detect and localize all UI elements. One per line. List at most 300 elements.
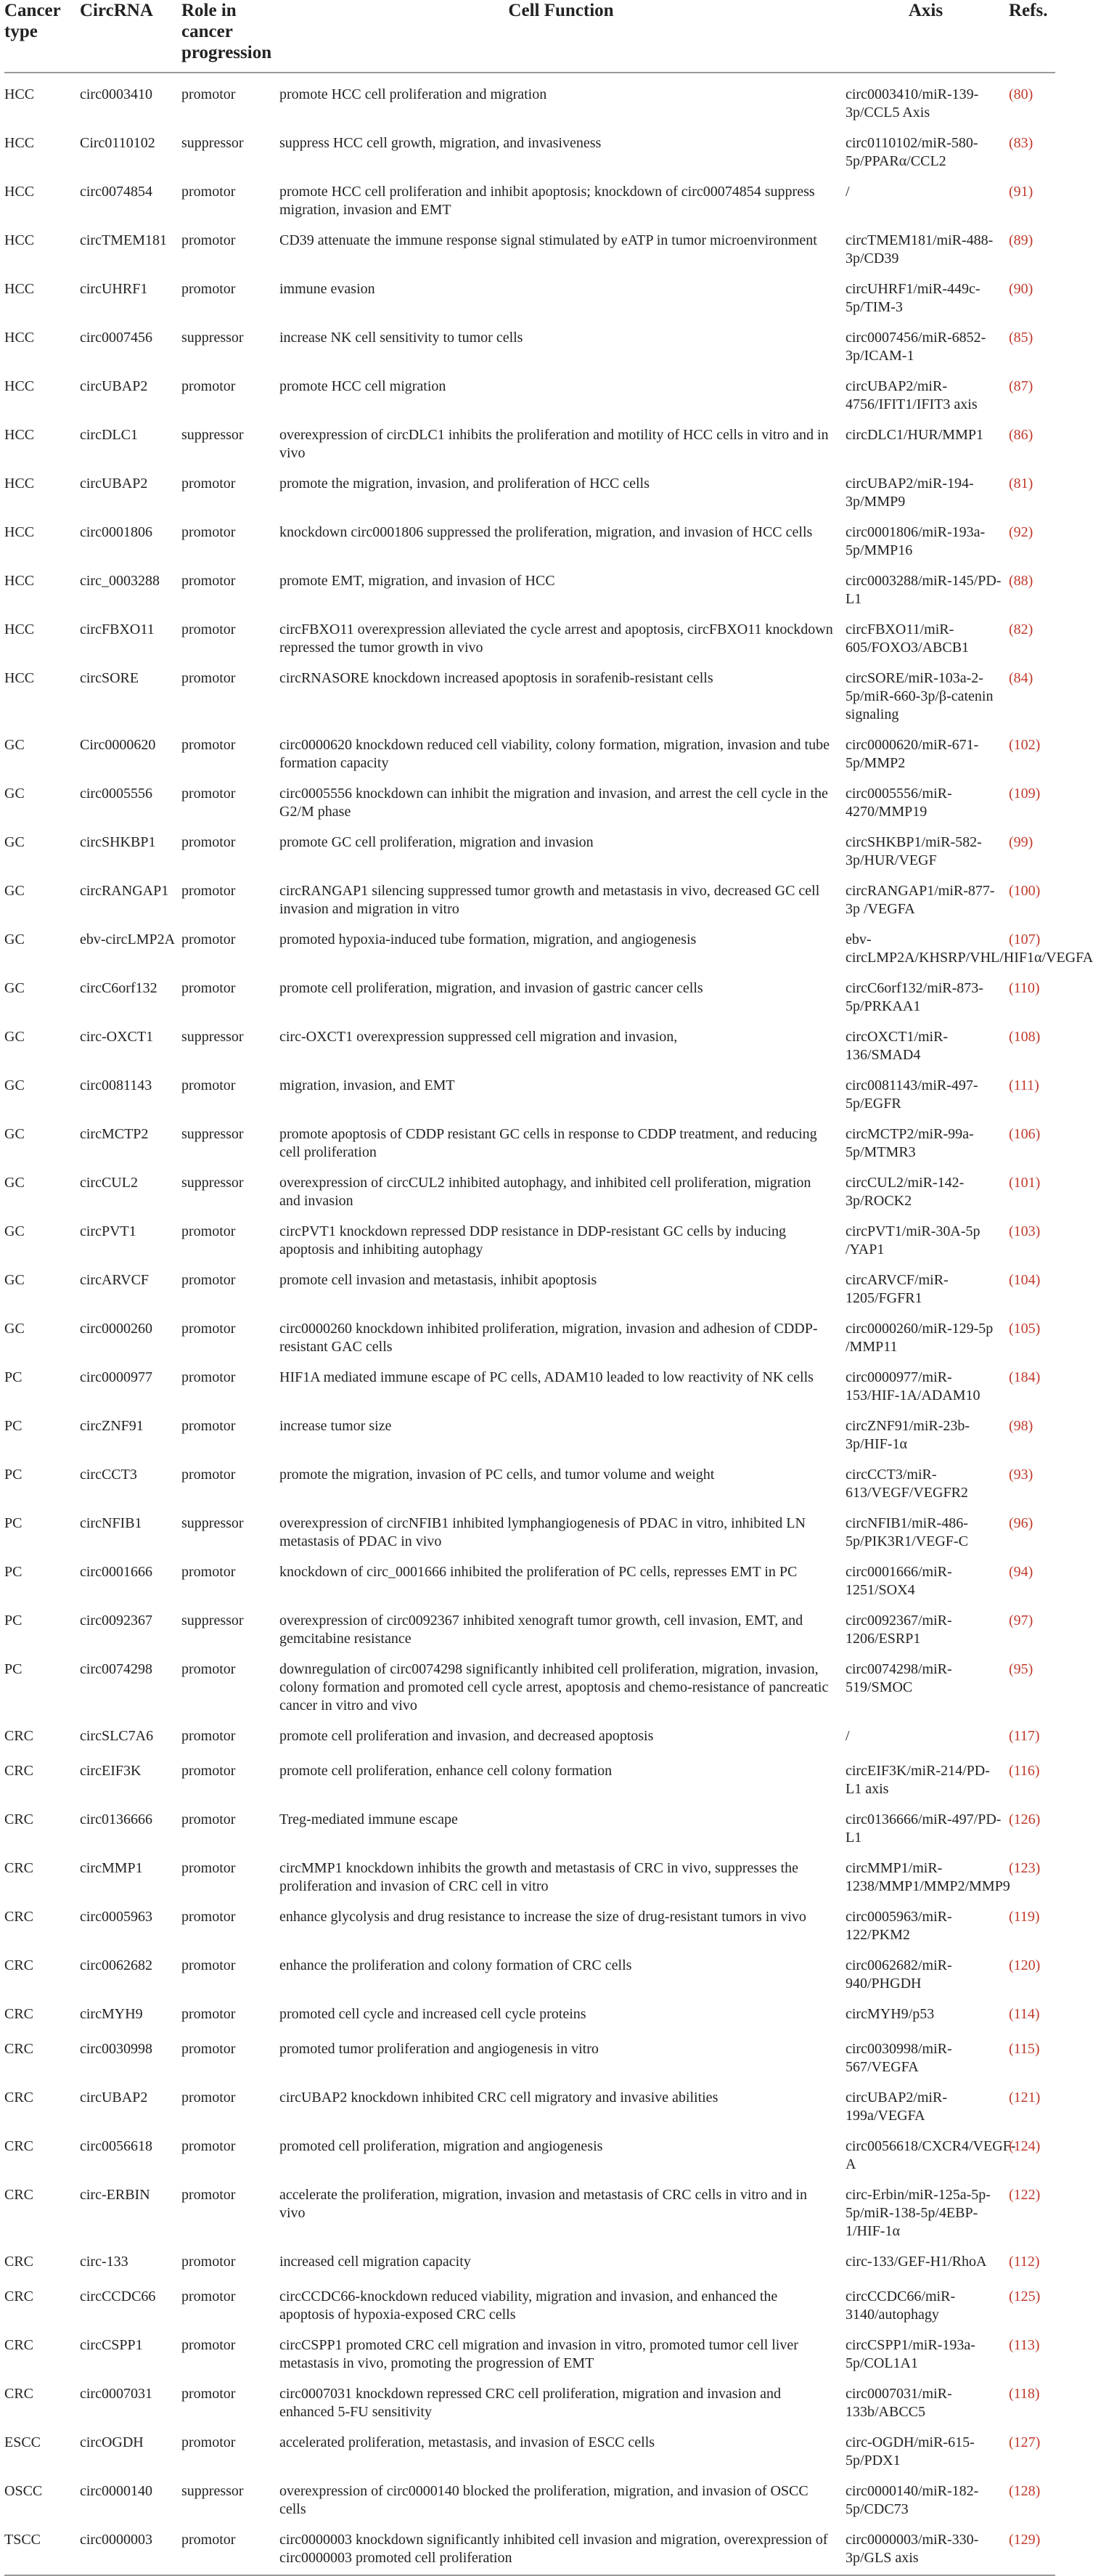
axis-cell: circ0007031/miR-133b/ABCC5 [846,2386,952,2420]
role-cell: promotor [181,1321,236,1337]
reference-link[interactable]: (85) [1009,330,1033,346]
cell-function-cell: immune evasion [279,281,375,297]
table-row [4,1648,1055,1715]
role-cell: suppressor [181,1175,244,1191]
circrna-cell: circRANGAP1 [80,883,169,899]
reference-link[interactable]: (114) [1009,2006,1040,2022]
axis-cell: circZNF91/miR-23b-3p/HIF-1α [846,1418,970,1452]
role-cell: promotor [181,1909,236,1925]
circrna-cell: circMCTP2 [80,1126,149,1142]
cancer-type-cell: CRC [4,2386,34,2402]
axis-cell: circNFIB1/miR-486-5p/PIK3R1/VEGF-C [846,1515,968,1549]
cancer-type-cell: CRC [4,1860,34,1876]
circrna-cell: circSLC7A6 [80,1728,154,1744]
cancer-type-cell: HCC [4,232,35,248]
table-row [4,1599,1055,1648]
reference-link[interactable]: (94) [1009,1564,1033,1580]
circrna-cell: circ0000977 [80,1369,152,1385]
role-cell: suppressor [181,2483,244,2499]
role-cell: promotor [181,621,236,637]
role-cell: suppressor [181,1515,244,1531]
role-cell: suppressor [181,1126,244,1142]
reference-link[interactable]: (120) [1009,1957,1041,1973]
cancer-type-cell: GC [4,1272,25,1288]
cancer-type-cell: PC [4,1369,22,1385]
axis-cell: circOXCT1/miR-136/SMAD4 [846,1029,949,1063]
axis-cell: circ-133/GEF-H1/RhoA [846,2254,987,2270]
circrna-cell: circUHRF1 [80,281,148,297]
cell-function-cell: increased cell migration capacity [279,2254,471,2270]
reference-link[interactable]: (101) [1009,1175,1041,1191]
role-cell: promotor [181,1564,236,1580]
table-row [4,2174,1055,2241]
cell-function-cell: circFBXO11 overexpression alleviated the cycle arrest and apoptosis, circFBXO11 knockdown repressed the tumor growth in vivo [279,621,833,656]
cell-function-cell: promoted tumor proliferation and angiogenesis in vitro [279,2041,599,2057]
reference-link[interactable]: (97) [1009,1613,1033,1629]
cancer-type-cell: HCC [4,427,35,443]
reference-link[interactable]: (115) [1009,2041,1040,2057]
axis-cell: circCUL2/miR-142-3p/ROCK2 [846,1175,965,1209]
axis-cell: circTMEM181/miR-488-3p/CD39 [846,232,994,266]
cell-function-cell: circ0005556 knockdown can inhibit the migration and invasion, and arrest the cell cycle in the G2/M phase [279,786,828,820]
cell-function-cell: accelerated proliferation, metastasis, and invasion of ESCC cells [279,2434,655,2450]
circrna-cell: circ0000003 [80,2532,152,2548]
circrna-cell: circDLC1 [80,427,138,443]
role-cell: promotor [181,2337,236,2353]
axis-cell: circ0062682/miR-940/PHGDH [846,1957,952,1992]
cancer-type-cell: CRC [4,2041,34,2057]
cell-function-cell: overexpression of circNFIB1 inhibited lymphangiogenesis of PDAC in vitro, inhibited LN metastasis of PDAC in vivo [279,1515,806,1549]
role-cell: suppressor [181,330,244,346]
reference-link[interactable]: (95) [1009,1661,1033,1677]
table-header [4,0,1055,73]
cancer-type-cell: GC [4,1077,25,1093]
table-row [4,918,1055,967]
cancer-type-cell: PC [4,1661,22,1677]
table-body [4,73,1093,2575]
reference-link[interactable]: (90) [1009,281,1033,297]
table-row [4,2241,1055,2275]
cancer-type-cell: CRC [4,1728,34,1744]
cancer-type-cell: CRC [4,2187,34,2203]
reference-link[interactable]: (104) [1009,1272,1041,1288]
role-cell: promotor [181,86,236,102]
table-row [4,414,1055,462]
header-axis: Axis [846,0,1009,73]
table-row [4,2373,1055,2421]
axis-cell: circUBAP2/miR-194-3p/MMP9 [846,476,974,510]
circrna-cell: circCUL2 [80,1175,138,1191]
table-row [4,1162,1055,1210]
axis-cell: circ-Erbin/miR-125a-5p-5p/miR-138-5p/4EBP-1/HIF-1α [846,2187,991,2239]
header-row [4,0,1055,73]
circrna-cell: circ0007031 [80,2386,152,2402]
role-cell: promotor [181,2041,236,2057]
header-cell-function: Cell Function [279,0,846,73]
role-cell: promotor [181,1728,236,1744]
role-cell: promotor [181,1077,236,1093]
cell-function-cell: circ0007031 knockdown repressed CRC cell proliferation, migration and invasion and enhanced 5-FU sensitivity [279,2386,781,2420]
circrna-cell: circ0000260 [80,1321,152,1337]
table-row [4,967,1055,1016]
circrna-cell: circOGDH [80,2434,144,2450]
cancer-type-cell: HCC [4,524,35,540]
reference-link[interactable]: (105) [1009,1321,1041,1337]
circrna-cell: circ-ERBIN [80,2187,150,2203]
circrna-cell: circCCT3 [80,1467,137,1483]
axis-cell: circ0000140/miR-182-5p/CDC73 [846,2483,979,2517]
axis-cell: circMMP1/miR-1238/MMP1/MMP2/MMP9 [846,1860,1010,1894]
cell-function-cell: enhance the proliferation and colony formation of CRC cells [279,1957,632,1973]
circrna-cell: circ0001666 [80,1564,152,1580]
cell-function-cell: promote HCC cell proliferation and migration [279,86,547,102]
table-row [4,657,1055,724]
role-cell: promotor [181,573,236,589]
role-cell: promotor [181,737,236,753]
reference-link[interactable]: (116) [1009,1763,1040,1779]
role-cell: promotor [181,2254,236,2270]
axis-cell: circUBAP2/miR-4756/IFIT1/IFIT3 axis [846,378,978,412]
reference-link[interactable]: (99) [1009,834,1033,850]
role-cell: promotor [181,1957,236,1973]
table-row [4,1896,1055,1944]
reference-link[interactable]: (87) [1009,378,1033,394]
reference-link[interactable]: (84) [1009,670,1033,686]
cell-function-cell: circRNASORE knockdown increased apoptosis in sorafenib-resistant cells [279,670,713,686]
table-row [4,2125,1055,2174]
axis-cell: circ0001806/miR-193a-5p/MMP16 [846,524,986,558]
cell-function-cell: promote cell proliferation, enhance cell colony formation [279,1763,613,1779]
role-cell: promotor [181,1661,236,1677]
cancer-type-cell: HCC [4,476,35,492]
table-row [4,365,1055,414]
cancer-type-cell: HCC [4,378,35,394]
axis-cell: circ0000977/miR-153/HIF-1A/ADAM10 [846,1369,981,1403]
cancer-type-cell: HCC [4,330,35,346]
table-row [4,2275,1055,2324]
reference-link[interactable]: (103) [1009,1223,1041,1239]
cell-function-cell: promote apoptosis of CDDP resistant GC cells in response to CDDP treatment, and reducing cell proliferation [279,1126,817,1160]
cancer-type-cell: GC [4,932,25,947]
reference-link[interactable]: (118) [1009,2386,1040,2402]
reference-link[interactable]: (109) [1009,786,1041,802]
axis-cell: circ0000620/miR-671-5p/MMP2 [846,737,979,771]
table-row [4,1715,1055,1750]
axis-cell: circ0005963/miR-122/PKM2 [846,1909,952,1943]
table-row [4,73,1055,122]
role-cell: promotor [181,1369,236,1385]
axis-cell: / [846,1728,850,1744]
cell-function-cell: circ-OXCT1 overexpression suppressed cell migration and invasion, [279,1029,678,1045]
table-row [4,1308,1055,1356]
table-row [4,821,1055,870]
axis-cell: circSORE/miR-103a-2-5p/miR-660-3p/β-catenin signaling [846,670,994,722]
circrna-cell: circUBAP2 [80,2090,148,2106]
circrna-cell: circUBAP2 [80,476,148,492]
axis-cell: circ0003410/miR-139-3p/CCL5 Axis [846,86,979,121]
axis-cell: circCCDC66/miR-3140/autophagy [846,2288,956,2323]
table-row [4,608,1055,657]
axis-cell: circ0110102/miR-580-5p/PPARα/CCL2 [846,135,978,169]
table-row [4,1944,1055,1993]
axis-cell: circ0003288/miR-145/PD-L1 [846,573,1002,607]
reference-link[interactable]: (92) [1009,524,1033,540]
cell-function-cell: promote cell invasion and metastasis, inhibit apoptosis [279,1272,597,1288]
role-cell: promotor [181,2006,236,2022]
cell-function-cell: circUBAP2 knockdown inhibited CRC cell migratory and invasive abilities [279,2090,719,2106]
axis-cell: / [846,184,850,200]
axis-cell: circMCTP2/miR-99a-5p/MTMR3 [846,1126,974,1160]
table-row [4,1750,1055,1798]
circrna-cell: circARVCF [80,1272,150,1288]
reference-link[interactable]: (81) [1009,476,1033,492]
cancer-type-cell: CRC [4,2288,34,2304]
cell-function-cell: promote cell proliferation and invasion, and decreased apoptosis [279,1728,654,1744]
reference-link[interactable]: (129) [1009,2532,1041,2548]
axis-cell: circ0030998/miR-567/VEGFA [846,2041,952,2075]
table-row [4,511,1055,560]
cancer-type-cell: CRC [4,2090,34,2106]
circrna-cell: ebv-circLMP2A [80,932,176,947]
cancer-type-cell: GC [4,786,25,802]
role-cell: promotor [181,2288,236,2304]
axis-cell: circ0000260/miR-129-5p /MMP11 [846,1321,994,1355]
table-row [4,268,1055,317]
circrna-cell: circ0001806 [80,524,152,540]
cell-function-cell: enhance glycolysis and drug resistance to increase the size of drug-resistant tumors in vivo [279,1909,806,1925]
reference-link[interactable]: (123) [1009,1860,1041,1876]
cancer-type-cell: GC [4,980,25,996]
table-row [4,219,1055,268]
reference-link[interactable]: (113) [1009,2337,1040,2353]
axis-cell: circ0007456/miR-6852-3p/ICAM-1 [846,330,986,364]
table-row [4,1454,1055,1502]
circrna-cell: circ0005556 [80,786,152,802]
table-row [4,317,1055,365]
reference-link[interactable]: (102) [1009,737,1041,753]
cancer-type-cell: GC [4,834,25,850]
reference-link[interactable]: (86) [1009,427,1033,443]
reference-link[interactable]: (107) [1009,932,1041,947]
role-cell: promotor [181,2090,236,2106]
circrna-cell: Circ0110102 [80,135,155,151]
cell-function-cell: downregulation of circ0074298 significantly inhibited cell proliferation, migration, invasion, colony formation and promoted cell cycle arrest, apoptosis and chemo-resistance of pancreatic cancer in vitro and vivo [279,1661,829,1713]
cell-function-cell: promoted hypoxia-induced tube formation, migration, and angiogenesis [279,932,697,947]
role-cell: promotor [181,834,236,850]
axis-cell: circSHKBP1/miR-582-3p/HUR/VEGF [846,834,982,868]
reference-link[interactable]: (110) [1009,980,1040,996]
table-row [4,1502,1055,1551]
axis-cell: circFBXO11/miR-605/FOXO3/ABCB1 [846,621,970,656]
role-cell: promotor [181,1223,236,1239]
cancer-type-cell: CRC [4,2254,34,2270]
reference-link[interactable]: (121) [1009,2090,1041,2106]
reference-link[interactable]: (119) [1009,1909,1040,1925]
reference-link[interactable]: (128) [1009,2483,1041,2499]
reference-link[interactable]: (184) [1009,1369,1041,1385]
cancer-type-cell: HCC [4,621,35,637]
table-row [4,1847,1055,1896]
reference-link[interactable]: (127) [1009,2434,1041,2450]
role-cell: promotor [181,980,236,996]
table-row [4,1016,1055,1064]
reference-link[interactable]: (82) [1009,621,1033,637]
header-role: Role in cancer progression [181,0,279,73]
cell-function-cell: overexpression of circ0000140 blocked the proliferation, migration, and invasion of OSCC cells [279,2483,809,2517]
cancer-type-cell: PC [4,1613,22,1629]
axis-cell: circ0092367/miR-1206/ESRP1 [846,1613,952,1647]
circrna-cell: circFBXO11 [80,621,155,637]
cell-function-cell: suppress HCC cell growth, migration, and invasiveness [279,135,602,151]
role-cell: suppressor [181,427,244,443]
circrna-cell: circMYH9 [80,2006,143,2022]
cancer-type-cell: GC [4,883,25,899]
axis-cell: circCSPP1/miR-193a-5p/COL1A1 [846,2337,975,2371]
cancer-type-cell: HCC [4,184,35,200]
axis-cell: circ0001666/miR-1251/SOX4 [846,1564,952,1598]
axis-cell: circ0056618/CXCR4/VEGF-A [846,2138,1016,2172]
role-cell: promotor [181,378,236,394]
role-cell: promotor [181,476,236,492]
cell-function-cell: promoted cell proliferation, migration and angiogenesis [279,2138,603,2154]
reference-link[interactable]: (126) [1009,1811,1041,1827]
cancer-type-cell: CRC [4,2337,34,2353]
role-cell: promotor [181,1860,236,1876]
role-cell: promotor [181,2138,236,2154]
cancer-type-cell: GC [4,737,25,753]
axis-cell: circUHRF1/miR-449c-5p/TIM-3 [846,281,981,315]
circrna-cell: circ0074854 [80,184,152,200]
cell-function-cell: promote the migration, invasion, and proliferation of HCC cells [279,476,650,492]
cancer-type-cell: HCC [4,281,35,297]
circrna-cell: circC6orf132 [80,980,157,996]
reference-link[interactable]: (117) [1009,1728,1040,1744]
role-cell: promotor [181,1763,236,1779]
cancer-type-cell: PC [4,1418,22,1434]
role-cell: promotor [181,1418,236,1434]
axis-cell: circ0136666/miR-497/PD-L1 [846,1811,1002,1846]
circrna-cell: circEIF3K [80,1763,142,1779]
cancer-type-cell: ESCC [4,2434,41,2450]
axis-cell: circMYH9/p53 [846,2006,935,2022]
circrna-cell: circ0007456 [80,330,152,346]
cell-function-cell: Treg-mediated immune escape [279,1811,458,1827]
reference-link[interactable]: (112) [1009,2254,1040,2270]
cell-function-cell: increase tumor size [279,1418,392,1434]
role-cell: promotor [181,2187,236,2203]
table-row [4,1064,1055,1113]
cell-function-cell: promote cell proliferation, migration, and invasion of gastric cancer cells [279,980,703,996]
table-row [4,2028,1055,2076]
table-row [4,2421,1055,2470]
cancer-type-cell: CRC [4,1811,34,1827]
table-row [4,773,1055,821]
cancer-type-cell: HCC [4,135,35,151]
reference-link[interactable]: (98) [1009,1418,1033,1434]
cancer-type-cell: CRC [4,1957,34,1973]
role-cell: promotor [181,932,236,947]
cell-function-cell: knockdown circ0001806 suppressed the proliferation, migration, and invasion of HCC cells [279,524,813,540]
axis-cell: circ-OGDH/miR-615-5p/PDX1 [846,2434,975,2469]
reference-link[interactable]: (106) [1009,1126,1041,1142]
cancer-type-cell: GC [4,1321,25,1337]
cancer-type-cell: HCC [4,573,35,589]
cell-function-cell: circ0000003 knockdown significantly inhibited cell invasion and migration, overexpression of circ0000003 promoted cell proliferation [279,2532,828,2566]
table-row [4,1798,1055,1847]
header-circrna: CircRNA [80,0,181,73]
reference-link[interactable]: (125) [1009,2288,1041,2304]
cell-function-cell: circ0000620 knockdown reduced cell viability, colony formation, migration, invasion and tube formation capacity [279,737,830,771]
circrna-cell: circCSPP1 [80,2337,143,2353]
axis-cell: circ0081143/miR-497-5p/EGFR [846,1077,978,1112]
role-cell: promotor [181,670,236,686]
reference-link[interactable]: (122) [1009,2187,1041,2203]
reference-link[interactable]: (100) [1009,883,1041,899]
cancer-type-cell: CRC [4,2006,34,2022]
header-cancer-type: Cancer type [4,0,80,73]
table-row [4,1405,1055,1454]
reference-link[interactable]: (80) [1009,86,1033,102]
reference-link[interactable]: (88) [1009,573,1033,589]
role-cell: promotor [181,883,236,899]
role-cell: promotor [181,184,236,200]
role-cell: promotor [181,281,236,297]
circrna-cell: circ0000140 [80,2483,152,2499]
cell-function-cell: overexpression of circ0092367 inhibited xenograft tumor growth, cell invasion, EMT, and gemcitabine resistance [279,1613,803,1647]
reference-link[interactable]: (89) [1009,232,1033,248]
reference-link[interactable]: (108) [1009,1029,1041,1045]
circrna-table [4,0,1093,2575]
cell-function-cell: promoted cell cycle and increased cell cycle proteins [279,2006,586,2022]
table-row [4,1551,1055,1599]
table-row [4,1259,1055,1308]
table-row [4,870,1055,918]
axis-cell: circUBAP2/miR-199a/VEGFA [846,2090,947,2124]
reference-link[interactable]: (83) [1009,135,1033,151]
reference-link[interactable]: (111) [1009,1077,1039,1093]
circrna-cell: circ0056618 [80,2138,152,2154]
table-row [4,1210,1055,1259]
reference-link[interactable]: (96) [1009,1515,1033,1531]
cancer-type-cell: GC [4,1223,25,1239]
role-cell: promotor [181,232,236,248]
circrna-cell: circSORE [80,670,139,686]
circrna-cell: circ0081143 [80,1077,152,1093]
table-row [4,724,1055,773]
axis-cell: circ0005556/miR-4270/MMP19 [846,786,952,820]
circrna-cell: circUBAP2 [80,378,148,394]
cancer-type-cell: HCC [4,86,35,102]
circrna-cell: circ0030998 [80,2041,152,2057]
cell-function-cell: circPVT1 knockdown repressed DDP resistance in DDP-resistant GC cells by inducing apoptosis and inhibiting autophagy [279,1223,787,1258]
table-row [4,2470,1055,2519]
reference-link[interactable]: (124) [1009,2138,1041,2154]
role-cell: promotor [181,1811,236,1827]
cancer-type-cell: PC [4,1564,22,1580]
reference-link[interactable]: (91) [1009,184,1033,200]
axis-cell: circ0000003/miR-330-3p/GLS axis [846,2532,979,2566]
role-cell: promotor [181,1272,236,1288]
circrna-cell: circ0003410 [80,86,152,102]
axis-cell: circRANGAP1/miR-877-3p /VEGFA [846,883,995,917]
reference-link[interactable]: (93) [1009,1467,1033,1483]
cell-function-cell: promote GC cell proliferation, migration and invasion [279,834,594,850]
cell-function-cell: circCCDC66-knockdown reduced viability, migration and invasion, and enhanced the apoptosis of hypoxia-exposed CRC cells [279,2288,778,2323]
role-cell: promotor [181,786,236,802]
cell-function-cell: HIF1A mediated immune escape of PC cells, ADAM10 leaded to low reactivity of NK cells [279,1369,814,1385]
circrna-cell: circSHKBP1 [80,834,156,850]
role-cell: promotor [181,2386,236,2402]
